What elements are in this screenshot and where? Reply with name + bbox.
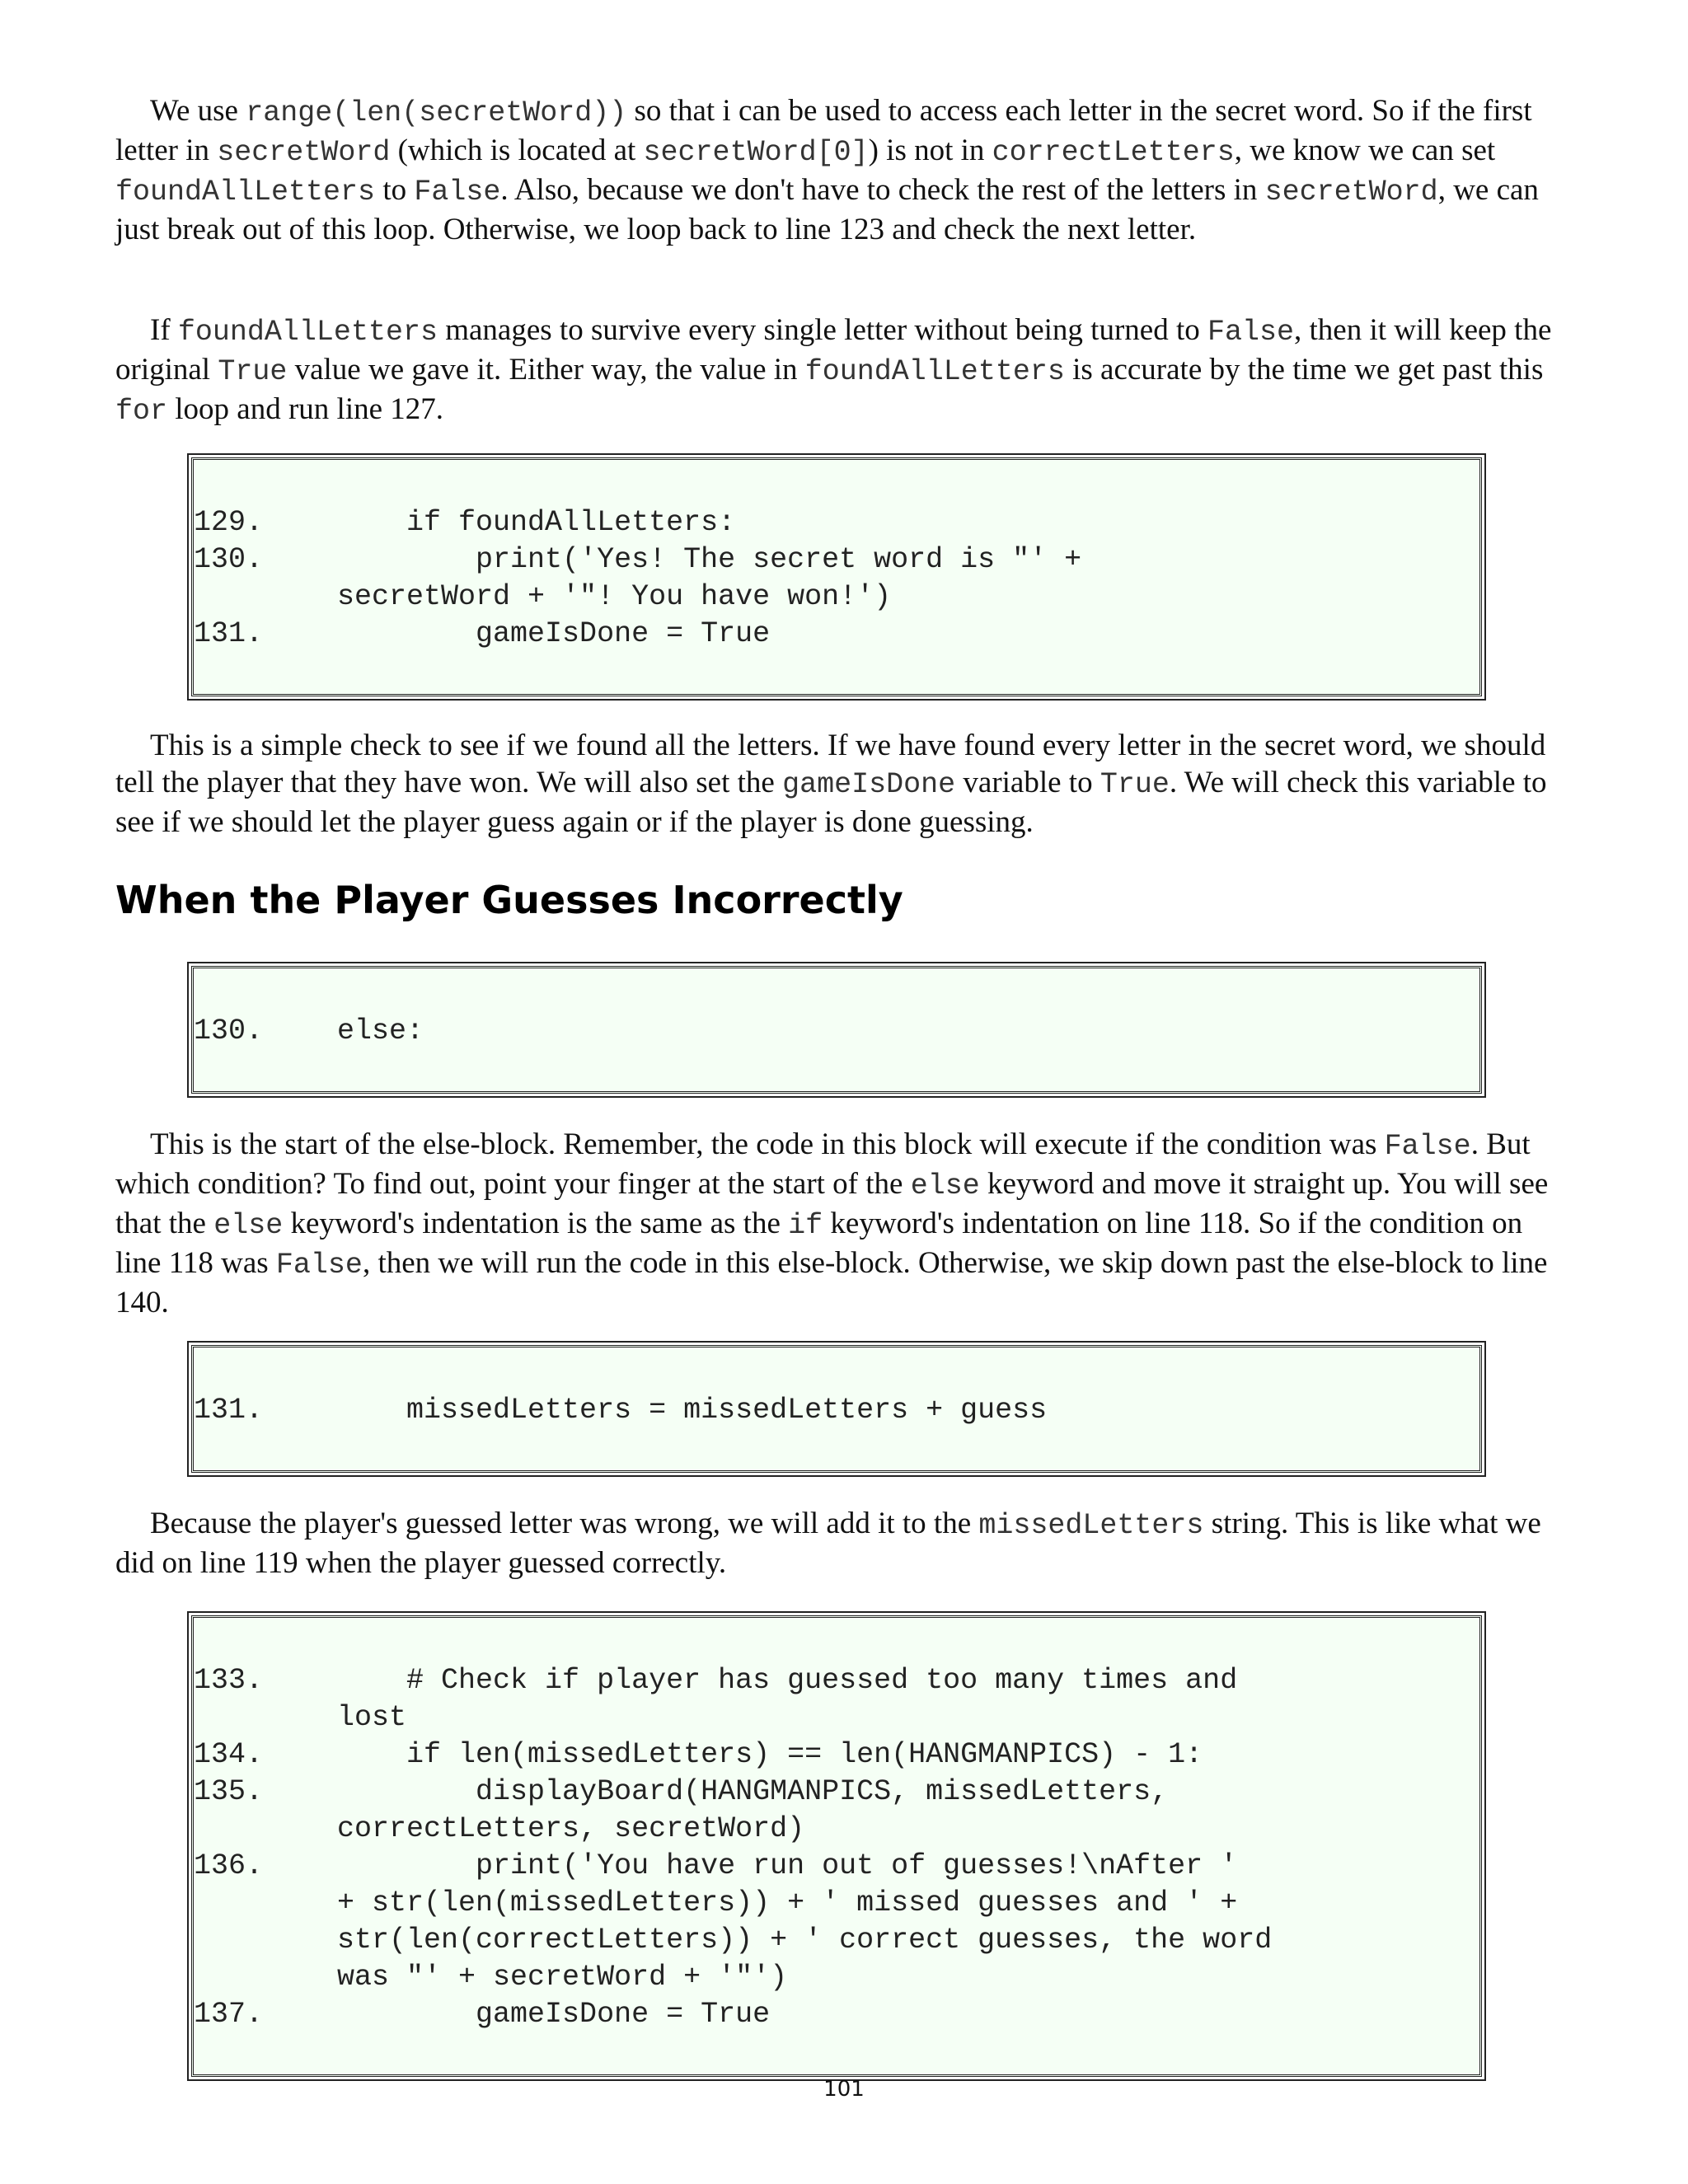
line-number: 130. bbox=[194, 543, 264, 576]
line-number bbox=[194, 1959, 268, 1996]
line-number: 130. bbox=[194, 1015, 264, 1047]
paragraph bbox=[115, 727, 1574, 841]
inline-code: False bbox=[414, 176, 501, 209]
paragraph-text: If bbox=[150, 313, 178, 347]
paragraph-text: Because the player's guessed letter was wrong, we will add it to the bbox=[150, 1507, 979, 1540]
line-number bbox=[194, 1811, 268, 1848]
inline-code: foundAllLetters bbox=[115, 176, 376, 209]
inline-code: correctLetters bbox=[992, 136, 1235, 169]
code-line bbox=[194, 1699, 1455, 1736]
code-lines bbox=[194, 1662, 1455, 2033]
code-line bbox=[194, 1811, 1455, 1848]
inline-code: secretWord bbox=[1264, 176, 1438, 209]
code-line bbox=[194, 616, 1455, 653]
paragraph-text: (which is located at bbox=[390, 134, 644, 167]
line-number bbox=[194, 1699, 268, 1736]
inline-code: foundAllLetters bbox=[804, 355, 1065, 388]
inline-code: False bbox=[275, 1249, 363, 1282]
code-text: str(len(correctLetters)) + ' correct guesses, the word bbox=[268, 1924, 1273, 1957]
inline-code: else bbox=[213, 1209, 284, 1242]
line-number bbox=[194, 579, 268, 616]
code-line bbox=[194, 1392, 1455, 1429]
inline-code: else bbox=[910, 1169, 980, 1202]
paragraph-text: ) is not in bbox=[868, 134, 992, 167]
paragraph bbox=[115, 1126, 1574, 1321]
code-text: # Check if player has guessed too many times and bbox=[268, 1664, 1238, 1697]
code-text: gameIsDone = True bbox=[268, 1998, 771, 2031]
code-text: if len(missedLetters) == len(HANGMANPICS) - 1: bbox=[268, 1738, 1203, 1771]
paragraph-text: This is the start of the else-block. Remember, the code in this block will execute if the condition was bbox=[150, 1127, 1385, 1161]
code-block bbox=[191, 1615, 1482, 2077]
code-line bbox=[194, 504, 1455, 541]
line-number: 135. bbox=[194, 1775, 264, 1808]
code-line bbox=[194, 1662, 1455, 1699]
paragraph-text: is accurate by the time we get past this bbox=[1064, 353, 1544, 387]
paragraph bbox=[115, 1505, 1574, 1582]
code-text: else: bbox=[268, 1015, 424, 1047]
paragraph-text: , we can just break out of this loop. Otherwise, we loop back to line 123 and check the next letter. bbox=[115, 173, 1539, 246]
paragraph-text: , then we will run the code in this else-block. Otherwise, we skip down past the else-block to line 140. bbox=[115, 1246, 1548, 1319]
inline-code: secretWord bbox=[217, 136, 391, 169]
code-lines bbox=[194, 1013, 1455, 1050]
code-text: was "' + secretWord + '"') bbox=[268, 1961, 788, 1994]
paragraph-text: . Also, because we don't have to check the rest of the letters in bbox=[500, 173, 1265, 207]
code-line bbox=[194, 1885, 1455, 1922]
paragraph-text: . But which condition? To find out, point your finger at the start of the bbox=[115, 1127, 1531, 1201]
code-line bbox=[194, 579, 1455, 616]
paragraph-text: manages to survive every single letter without being turned to bbox=[437, 313, 1207, 347]
paragraph-text: value we gave it. Either way, the value in bbox=[287, 353, 805, 387]
paragraph-text: , we know we can set bbox=[1234, 134, 1496, 167]
inline-code: False bbox=[1207, 316, 1295, 349]
code-line bbox=[194, 541, 1455, 579]
paragraph bbox=[115, 312, 1574, 430]
code-block bbox=[191, 457, 1482, 696]
code-line bbox=[194, 1774, 1455, 1811]
paragraph-text: This is a simple check to see if we found all the letters. If we have found every letter in the secret word, we should tell the player that they have won. We will also set the bbox=[115, 729, 1546, 799]
code-line bbox=[194, 1013, 1455, 1050]
paragraph-text: , then it will keep the original bbox=[115, 313, 1552, 387]
paragraph-text: We use bbox=[150, 94, 246, 128]
paragraph-text: loop and run line 127. bbox=[167, 392, 444, 426]
code-text: correctLetters, secretWord) bbox=[268, 1812, 805, 1845]
paragraph-text: keyword's indentation is the same as the bbox=[283, 1207, 789, 1240]
code-text: secretWord + '"! You have won!') bbox=[268, 580, 892, 613]
section-heading: When the Player Guesses Incorrectly bbox=[115, 878, 903, 922]
paragraph-text: so that i can be used to access each letter in the secret word. So if the first letter in bbox=[115, 94, 1532, 167]
code-text: lost bbox=[268, 1701, 407, 1734]
code-line bbox=[194, 1848, 1455, 1885]
paragraph-text: variable to bbox=[955, 766, 1100, 799]
code-text: gameIsDone = True bbox=[268, 617, 771, 650]
code-line bbox=[194, 1922, 1455, 1959]
code-line bbox=[194, 1959, 1455, 1996]
code-text: print('Yes! The secret word is "' + bbox=[268, 543, 1082, 576]
inline-code: if bbox=[788, 1209, 823, 1242]
code-text: displayBoard(HANGMANPICS, missedLetters, bbox=[268, 1775, 1169, 1808]
line-number bbox=[194, 1885, 268, 1922]
line-number: 131. bbox=[194, 1394, 264, 1427]
code-lines bbox=[194, 504, 1455, 653]
inline-code: for bbox=[115, 395, 168, 428]
line-number: 131. bbox=[194, 617, 264, 650]
line-number: 129. bbox=[194, 506, 264, 539]
inline-code: missedLetters bbox=[978, 1509, 1204, 1542]
code-text: + str(len(missedLetters)) + ' missed guesses and ' + bbox=[268, 1886, 1238, 1919]
code-block bbox=[191, 1345, 1482, 1473]
line-number bbox=[194, 1922, 268, 1959]
inline-code: False bbox=[1384, 1130, 1471, 1163]
code-text: if foundAllLetters: bbox=[268, 506, 736, 539]
line-number: 133. bbox=[194, 1664, 264, 1697]
paragraph-text: string. This is like what we did on line 119 when the player guessed correctly. bbox=[115, 1507, 1541, 1580]
page-number: 101 bbox=[823, 2077, 865, 2102]
paragraph-text: to bbox=[375, 173, 415, 207]
line-number: 137. bbox=[194, 1998, 264, 2031]
inline-code: secretWord[0] bbox=[643, 136, 869, 169]
inline-code: True bbox=[1100, 768, 1170, 801]
code-text: print('You have run out of guesses!\nAfter ' bbox=[268, 1849, 1238, 1882]
line-number: 134. bbox=[194, 1738, 264, 1771]
inline-code: range(len(secretWord)) bbox=[246, 96, 627, 129]
paragraph-text: keyword and move it straight up. You will see that the bbox=[115, 1167, 1549, 1240]
code-text: missedLetters = missedLetters + guess bbox=[268, 1394, 1048, 1427]
code-line bbox=[194, 1736, 1455, 1774]
code-line bbox=[194, 1996, 1455, 2033]
inline-code: True bbox=[218, 355, 288, 388]
paragraph bbox=[115, 92, 1574, 248]
code-block bbox=[191, 966, 1482, 1094]
inline-code: foundAllLetters bbox=[177, 316, 438, 349]
inline-code: gameIsDone bbox=[782, 768, 956, 801]
paragraph-text: . We will check this variable to see if we should let the player guess again or if the player is done guessing. bbox=[115, 766, 1547, 839]
line-number: 136. bbox=[194, 1849, 264, 1882]
paragraph-text: keyword's indentation on line 118. So if the condition on line 118 was bbox=[115, 1207, 1523, 1280]
code-lines bbox=[194, 1392, 1455, 1429]
